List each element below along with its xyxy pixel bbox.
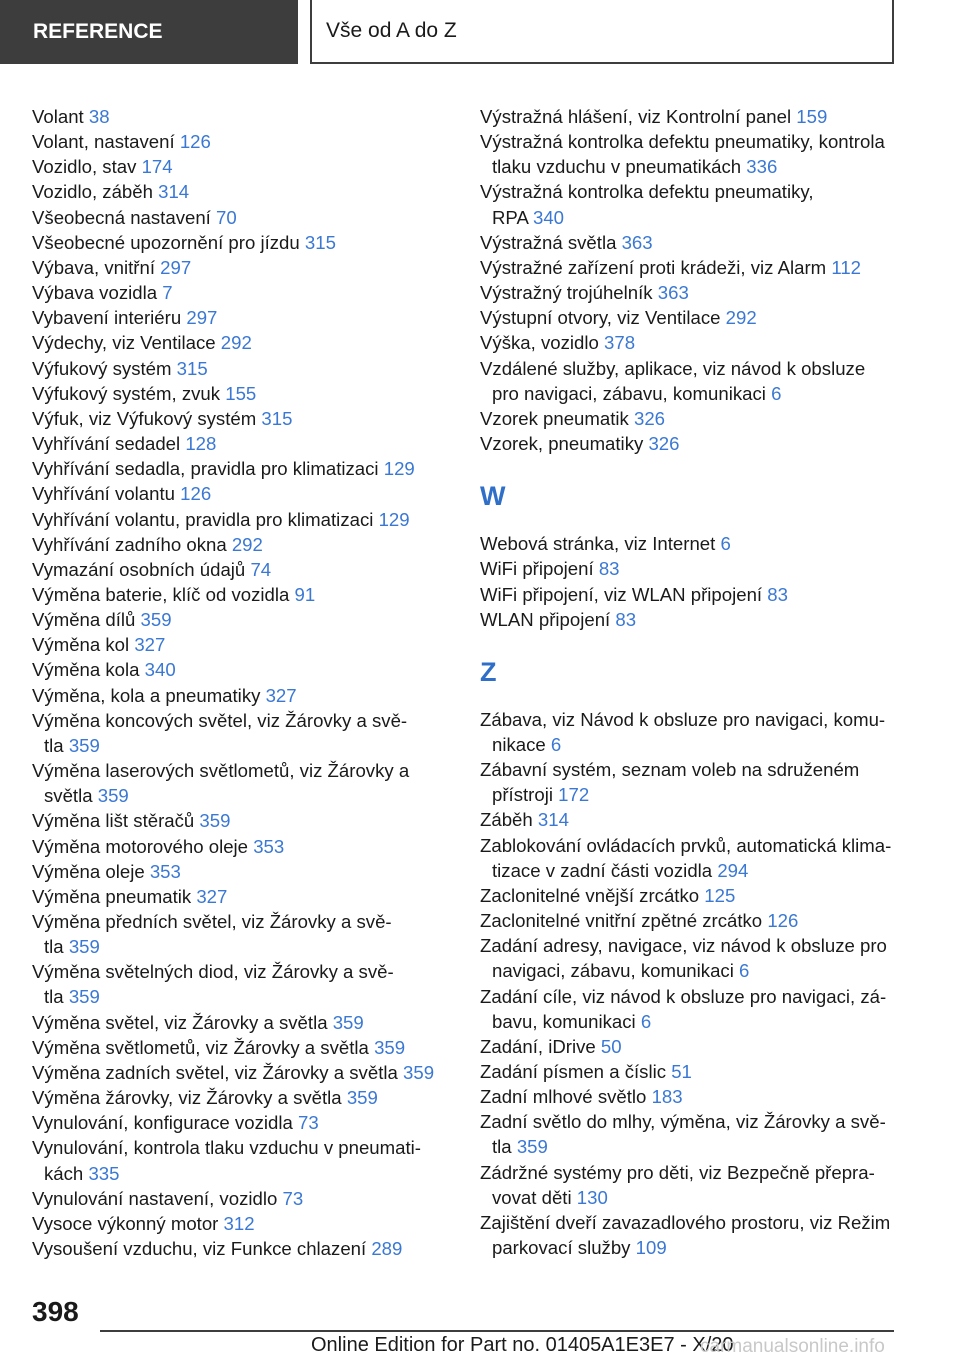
- page-reference-link[interactable]: 292: [725, 307, 757, 329]
- index-entry: [480, 607, 900, 632]
- index-entry-text: Zajištění dveří zavazadlového prostoru, viz Režim: [480, 1211, 891, 1233]
- page-reference-link[interactable]: 159: [796, 106, 828, 127]
- index-entry: [32, 507, 442, 532]
- index-entry-text: Výstražné zařízení proti krádeži, viz Alarm: [480, 256, 827, 278]
- index-entry-text: Zadání adresy, navigace, viz návod k obsluze pro: [480, 935, 887, 957]
- index-entry: [480, 230, 900, 255]
- index-entry: [480, 1059, 900, 1084]
- index-entry-text: Vybavení interiéru: [32, 307, 182, 329]
- page-reference-link[interactable]: 353: [253, 835, 285, 857]
- index-entry: [480, 984, 900, 1034]
- index-entry-text: tla: [44, 734, 64, 756]
- index-entry: [32, 230, 442, 255]
- index-entry: [32, 582, 442, 607]
- chapter-title: Vše od A do Z: [326, 19, 457, 42]
- index-entry-text: Vyhřívání sedadel: [32, 433, 181, 455]
- index-entry: [480, 305, 900, 330]
- page-reference-link[interactable]: 83: [767, 583, 788, 605]
- index-entry-text: kách: [44, 1162, 84, 1184]
- index-entry-text: Volant, nastavení: [32, 131, 175, 153]
- index-entry-text: světla: [44, 785, 93, 807]
- index-entry-text: Výměna lišt stěračů: [32, 810, 195, 832]
- index-entry-text: tla: [44, 986, 64, 1008]
- index-entry-text: Zadní světlo do mlhy, výměna, viz Žárovky a svě-: [480, 1111, 886, 1133]
- index-entry: [32, 305, 442, 330]
- index-entry: [480, 833, 900, 883]
- index-entry: [32, 481, 442, 506]
- page-reference-link[interactable]: 83: [598, 558, 620, 580]
- index-entry: [480, 807, 900, 832]
- page-reference-link[interactable]: 335: [88, 1162, 120, 1184]
- page-reference-link[interactable]: 6: [550, 733, 562, 755]
- index-entry-text: Vysoušení vzduchu, viz Funkce chlazení: [32, 1238, 367, 1260]
- page-reference-link[interactable]: 6: [720, 533, 731, 555]
- index-entry: [480, 280, 900, 305]
- index-entry: [480, 1084, 900, 1109]
- index-entry: [32, 381, 442, 406]
- index-entry: [480, 556, 900, 581]
- page-reference-link[interactable]: 315: [176, 357, 208, 379]
- page-reference-link[interactable]: 378: [604, 332, 636, 354]
- page-reference-link[interactable]: 70: [216, 206, 237, 228]
- index-entry-text: WLAN připojení: [480, 608, 611, 630]
- index-entry: [480, 531, 900, 556]
- page-reference-link[interactable]: 363: [621, 231, 653, 253]
- index-entry-text: Výměna zadních světel, viz Žárovky a světla: [32, 1061, 398, 1083]
- index-entry-text: Výfuk, viz Výfukový systém: [32, 407, 257, 429]
- index-entry: [32, 1110, 442, 1135]
- page-reference-link[interactable]: 38: [88, 106, 110, 127]
- index-entry: [480, 406, 900, 431]
- page-reference-link[interactable]: 128: [185, 433, 217, 455]
- section-tab: [0, 0, 298, 64]
- index-entry: [32, 205, 442, 230]
- page-reference-link[interactable]: 50: [600, 1035, 622, 1057]
- index-entry-text: vovat děti: [492, 1186, 572, 1208]
- index-entry: [32, 557, 442, 582]
- page-reference-link[interactable]: 353: [149, 860, 181, 882]
- index-entry: [480, 104, 900, 129]
- index-entry-text: Výstražný trojúhelník: [480, 282, 653, 304]
- chapter-title-box: [310, 0, 894, 64]
- page-reference-link[interactable]: 359: [199, 810, 231, 832]
- index-entry-text: Výměna baterie, klíč od vozidla: [32, 583, 290, 605]
- page-reference-link[interactable]: 359: [68, 936, 100, 958]
- page-number: 398: [32, 1296, 79, 1327]
- index-entry-text: Vozidlo, stav: [32, 156, 137, 178]
- index-entry: [32, 179, 442, 204]
- index-entry: [480, 933, 900, 983]
- index-entry-text: Vysoce výkonný motor: [32, 1212, 219, 1234]
- index-entry: [32, 532, 442, 557]
- index-entry: [480, 255, 900, 280]
- section-letter-heading: W: [480, 481, 506, 512]
- index-entry-text: přístroji: [492, 784, 553, 806]
- index-entry: [480, 707, 900, 757]
- index-entry-text: tlaku vzduchu v pneumatikách: [492, 156, 742, 178]
- index-entry-text: Vynulování nastavení, vozidlo: [32, 1187, 278, 1209]
- index-entry-text: Zaclonitelné vnější zrcátko: [480, 884, 700, 906]
- index-entry-text: Zádržné systémy pro děti, viz Bezpečně přepra-: [480, 1161, 875, 1183]
- index-entry-text: Výměna světelných diod, viz Žárovky a svě-: [32, 961, 394, 983]
- page-reference-link[interactable]: 359: [332, 1011, 364, 1033]
- page-reference-link[interactable]: 6: [640, 1010, 652, 1032]
- index-entry-text: parkovací služby: [492, 1237, 631, 1259]
- index-entry: [32, 330, 442, 355]
- index-column-right: [480, 104, 900, 1260]
- index-entry: [32, 1060, 442, 1085]
- index-entry-text: navigaci, zábavu, komunikaci: [492, 960, 734, 982]
- page-reference-link[interactable]: 359: [516, 1136, 548, 1158]
- index-entry-text: Zadání písmen a číslic: [480, 1061, 667, 1082]
- index-entry: [32, 1135, 442, 1185]
- index-entry-text: Výměna dílů: [32, 609, 136, 631]
- page-reference-link[interactable]: 74: [250, 558, 272, 580]
- page-reference-link[interactable]: 174: [141, 156, 173, 178]
- page-reference-link[interactable]: 359: [68, 986, 100, 1008]
- index-entry: [32, 1035, 442, 1060]
- index-entry: [480, 582, 900, 607]
- index-entry-text: Výfukový systém, zvuk: [32, 382, 221, 404]
- index-entry-text: Výstražná světla: [480, 231, 617, 253]
- page-reference-link[interactable]: 289: [371, 1238, 403, 1260]
- index-entry-text: Výměna žárovky, viz Žárovky a světla: [32, 1087, 342, 1109]
- index-entry-text: tizace v zadní části vozidla: [492, 859, 713, 881]
- index-entry-text: Výměna kola: [32, 659, 140, 681]
- index-entry: [32, 632, 442, 657]
- index-entry: [480, 356, 900, 406]
- index-entry-text: Výbava vozidla: [32, 282, 158, 304]
- page-reference-link[interactable]: 315: [261, 407, 293, 429]
- index-entry-text: Výbava, vnitřní: [32, 256, 155, 278]
- index-entry: [32, 154, 442, 179]
- page-reference-link[interactable]: 327: [196, 885, 228, 907]
- page-reference-link[interactable]: 340: [533, 206, 565, 228]
- index-entry: [32, 1211, 442, 1236]
- index-entry-text: Výstražná kontrolka defektu pneumatiky, kontrola: [480, 131, 885, 153]
- index-entry: [480, 757, 900, 807]
- index-entry-text: Zaclonitelné vnitřní zpětné zrcátko: [480, 910, 763, 932]
- page-reference-link[interactable]: 130: [576, 1186, 608, 1208]
- page-reference-link[interactable]: 6: [771, 382, 782, 404]
- index-entry: [480, 908, 900, 933]
- index-entry: [32, 356, 442, 381]
- index-entry: [32, 255, 442, 280]
- page-reference-link[interactable]: 359: [140, 609, 172, 631]
- index-entry-text: Vzorek pneumatik: [480, 407, 629, 429]
- page-reference-link[interactable]: 359: [346, 1087, 378, 1109]
- page-reference-link[interactable]: 294: [717, 859, 749, 881]
- page-reference-link[interactable]: 312: [223, 1212, 255, 1234]
- index-entry: [480, 179, 900, 229]
- index-entry-text: Vozidlo, záběh: [32, 181, 153, 203]
- index-entry-text: Výměna světel, viz Žárovky a světla: [32, 1011, 328, 1033]
- index-entry-text: Vyhřívání volantu: [32, 483, 175, 505]
- page-reference-link[interactable]: 73: [297, 1112, 319, 1134]
- index-entry-text: WiFi připojení: [480, 558, 594, 580]
- index-entry: [480, 1034, 900, 1059]
- index-entry: [32, 683, 442, 708]
- page-reference-link[interactable]: 327: [134, 634, 166, 656]
- index-entry-text: Všeobecné upozornění pro jízdu: [32, 231, 300, 253]
- index-entry: [32, 657, 442, 682]
- index-entry-text: Vynulování, konfigurace vozidla: [32, 1112, 293, 1134]
- index-entry-text: Výměna koncových světel, viz Žárovky a svě-: [32, 709, 408, 731]
- page-reference-link[interactable]: 155: [225, 382, 257, 404]
- index-entry-text: Zadání cíle, viz návod k obsluze pro navigaci, zá-: [480, 985, 887, 1007]
- index-entry: [480, 129, 900, 179]
- index-entry-text: Výstražná hlášení, viz Kontrolní panel: [480, 106, 792, 127]
- index-entry-text: tla: [44, 936, 64, 958]
- index-entry-text: Vzorek, pneumatiky: [480, 433, 644, 455]
- page-reference-link[interactable]: 183: [651, 1086, 683, 1108]
- index-entry: [32, 406, 442, 431]
- index-entry-text: Volant: [32, 106, 84, 127]
- index-entry-text: Vzdálené služby, aplikace, viz návod k obsluze: [480, 357, 866, 379]
- index-entry-text: Zadní mlhové světlo: [480, 1086, 647, 1108]
- page-reference-link[interactable]: 129: [383, 458, 415, 480]
- index-entry-text: Webová stránka, viz Internet: [480, 533, 716, 555]
- index-entry-text: tla: [492, 1136, 512, 1158]
- page-reference-link[interactable]: 126: [767, 910, 799, 932]
- watermark: carmanualsonline.info: [700, 1336, 885, 1357]
- index-entry-text: nikace: [492, 733, 546, 755]
- footer-edition-text: Online Edition for Part no. 01405A1E3E7 - X/20: [311, 1334, 734, 1356]
- index-entry-text: Výměna oleje: [32, 860, 145, 882]
- page-reference-link[interactable]: 340: [144, 659, 176, 681]
- page-reference-link[interactable]: 109: [635, 1237, 667, 1259]
- page-reference-link[interactable]: 359: [97, 785, 129, 807]
- index-entry: [32, 280, 442, 305]
- index-entry-text: Vynulování, kontrola tlaku vzduchu v pneumati-: [32, 1137, 421, 1159]
- index-entry-text: Vyhřívání volantu, pravidla pro klimatizaci: [32, 508, 374, 530]
- page-reference-link[interactable]: 292: [231, 533, 263, 555]
- index-entry: [480, 883, 900, 908]
- page-reference-link[interactable]: 126: [180, 483, 212, 505]
- index-entry: [32, 1186, 442, 1211]
- section-letter-heading: Z: [480, 656, 497, 687]
- index-entry-text: Všeobecná nastavení: [32, 206, 211, 228]
- page-reference-link[interactable]: 73: [282, 1187, 304, 1209]
- index-entry: [32, 834, 442, 859]
- page-reference-link[interactable]: 314: [158, 181, 190, 203]
- page-reference-link[interactable]: 297: [186, 307, 218, 329]
- section-label: REFERENCE: [33, 20, 163, 43]
- index-entry: [32, 909, 442, 959]
- page-reference-link[interactable]: 112: [831, 256, 862, 278]
- index-entry: [32, 129, 442, 154]
- page-reference-link[interactable]: 327: [265, 684, 297, 706]
- index-entry: [32, 859, 442, 884]
- index-entry: [480, 1109, 900, 1159]
- index-entry: [32, 104, 442, 129]
- index-entry-text: Záběh: [480, 809, 533, 831]
- page-reference-link[interactable]: 292: [220, 332, 252, 354]
- page-reference-link[interactable]: 125: [704, 884, 736, 906]
- index-entry-text: Zábavní systém, seznam voleb na sdruženém: [480, 759, 860, 781]
- page-reference-link[interactable]: 126: [179, 131, 211, 153]
- index-entry-text: Výměna, kola a pneumatiky: [32, 684, 261, 706]
- page-reference-link[interactable]: 51: [671, 1061, 692, 1082]
- index-entry: [32, 1010, 442, 1035]
- page-reference-link[interactable]: 326: [634, 407, 666, 429]
- page-reference-link[interactable]: 359: [374, 1036, 406, 1058]
- index-entry-text: Výměna kol: [32, 634, 130, 656]
- index-entry: [32, 1085, 442, 1110]
- page-reference-link[interactable]: 336: [746, 156, 778, 178]
- index-entry-text: Výstupní otvory, viz Ventilace: [480, 307, 721, 329]
- index-column-left: [32, 104, 442, 1261]
- page-reference-link[interactable]: 83: [615, 608, 637, 630]
- index-entry: [480, 431, 900, 456]
- index-entry: [32, 1236, 442, 1261]
- page-reference-link[interactable]: 129: [378, 508, 410, 530]
- page-reference-link[interactable]: 7: [162, 282, 173, 304]
- index-entry-text: Výměna světlometů, viz Žárovky a světla: [32, 1036, 369, 1058]
- index-entry: [32, 808, 442, 833]
- index-entry: [480, 1160, 900, 1210]
- page-reference-link[interactable]: 91: [294, 583, 316, 605]
- index-entry-text: Výměna předních světel, viz Žárovky a svě-: [32, 911, 392, 932]
- index-entry-text: Vyhřívání zadního okna: [32, 533, 227, 555]
- index-entry: [32, 456, 442, 481]
- index-entry: [32, 959, 442, 1009]
- index-entry: [32, 708, 442, 758]
- index-entry: [32, 758, 442, 808]
- index-entry-text: bavu, komunikaci: [492, 1010, 636, 1032]
- index-entry-text: Vyhřívání sedadla, pravidla pro klimatizaci: [32, 458, 379, 480]
- page-reference-link[interactable]: 359: [68, 734, 100, 756]
- page-header: [0, 0, 960, 66]
- page-reference-link[interactable]: 172: [558, 784, 590, 806]
- index-entry-text: pro navigaci, zábavu, komunikaci: [492, 382, 766, 404]
- page-reference-link[interactable]: 6: [739, 960, 750, 982]
- index-entry-text: Výfukový systém: [32, 357, 172, 379]
- index-entry-text: Vymazání osobních údajů: [32, 558, 246, 580]
- index-entry-text: Výměna laserových světlometů, viz Žárovky a: [32, 760, 410, 782]
- index-entry-text: RPA: [492, 206, 528, 228]
- page-reference-link[interactable]: 363: [657, 282, 689, 304]
- page-reference-link[interactable]: 359: [403, 1061, 435, 1083]
- index-entry: [32, 884, 442, 909]
- index-entry: [32, 431, 442, 456]
- index-entry-text: Výdechy, viz Ventilace: [32, 332, 216, 354]
- index-entry: [480, 330, 900, 355]
- index-entry-text: Výstražná kontrolka defektu pneumatiky,: [480, 181, 814, 203]
- index-entry-text: WiFi připojení, viz WLAN připojení: [480, 583, 763, 605]
- index-entry-text: Zábava, viz Návod k obsluze pro navigaci, komu-: [480, 708, 886, 730]
- page-reference-link[interactable]: 314: [537, 809, 569, 831]
- page-reference-link[interactable]: 315: [304, 231, 336, 253]
- page-reference-link[interactable]: 297: [160, 256, 192, 278]
- index-entry: [32, 607, 442, 632]
- footer-rule: [100, 1330, 894, 1332]
- index-entry-text: Výměna pneumatik: [32, 885, 192, 907]
- index-entry-text: Zadání, iDrive: [480, 1035, 596, 1057]
- index-entry-text: Výška, vozidlo: [480, 332, 599, 354]
- index-entry: [480, 1210, 900, 1260]
- index-entry-text: Zablokování ovládacích prvků, automatická klima-: [480, 834, 892, 856]
- index-entry-text: Výměna motorového oleje: [32, 835, 249, 857]
- page-reference-link[interactable]: 326: [648, 433, 680, 455]
